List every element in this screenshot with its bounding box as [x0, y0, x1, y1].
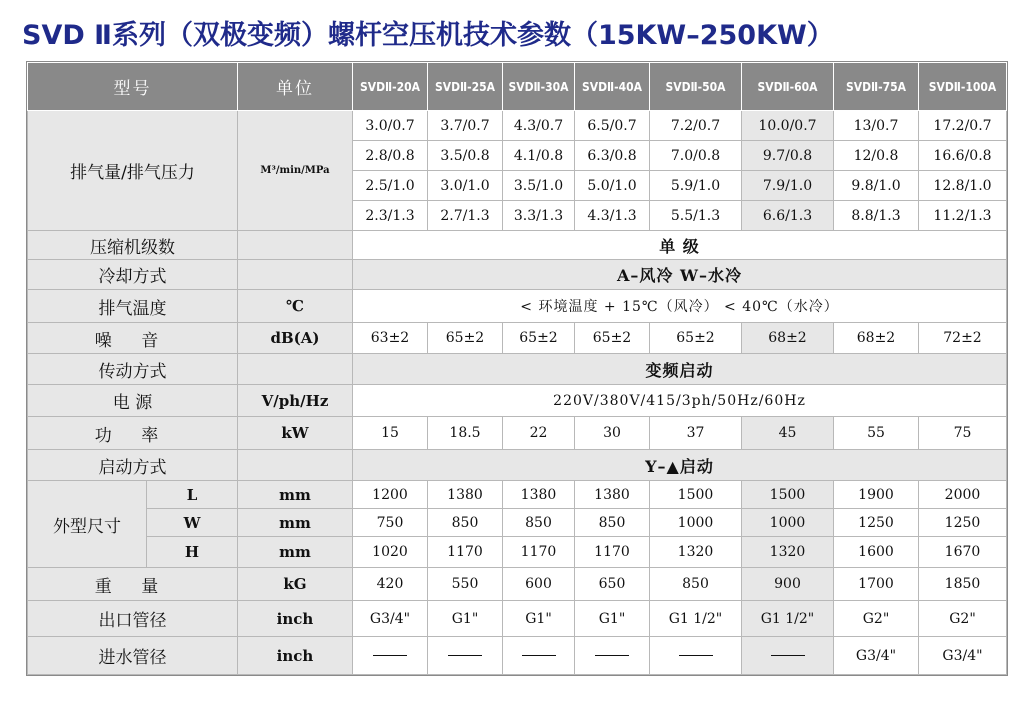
table-row	[28, 417, 1007, 450]
airflow-value: 4.3/0.7	[503, 111, 575, 141]
airflow-value: 5.9/1.0	[650, 171, 742, 201]
noise-value: 63±2	[353, 323, 428, 354]
water-inlet-value	[353, 637, 428, 675]
power-unit: kW	[238, 417, 353, 450]
weight-value: 900	[742, 568, 834, 601]
table-row	[28, 290, 1007, 323]
dims-value: 850	[428, 509, 503, 537]
airflow-value: 3.7/0.7	[428, 111, 503, 141]
dims-value: 1170	[575, 537, 650, 568]
dims-value: 1380	[428, 481, 503, 509]
table-row	[28, 231, 1007, 260]
temp-unit: ℃	[238, 290, 353, 323]
noise-unit: dB(A)	[238, 323, 353, 354]
cooling-value: A–风冷 W–水冷	[353, 260, 1007, 290]
weight-value: 850	[650, 568, 742, 601]
airflow-value: 7.2/0.7	[650, 111, 742, 141]
airflow-value: 12.8/1.0	[919, 171, 1007, 201]
airflow-value: 3.3/1.3	[503, 201, 575, 231]
noise-label: 噪 音	[28, 323, 238, 354]
dims-unit: mm	[238, 537, 353, 568]
dims-value: 1500	[742, 481, 834, 509]
empty-dash	[679, 655, 713, 656]
weight-value: 650	[575, 568, 650, 601]
airflow-value: 4.3/1.3	[575, 201, 650, 231]
table-row	[28, 260, 1007, 290]
table-row	[28, 601, 1007, 637]
spec-table	[27, 62, 1007, 675]
airflow-value: 6.3/0.8	[575, 141, 650, 171]
airflow-value: 3.5/1.0	[503, 171, 575, 201]
airflow-value: 3.0/0.7	[353, 111, 428, 141]
airflow-value: 3.5/0.8	[428, 141, 503, 171]
table-row	[28, 111, 1007, 141]
empty-dash	[373, 655, 407, 656]
start-value: Y–▲启动	[353, 450, 1007, 481]
stages-label: 压缩机级数	[28, 231, 238, 260]
outlet-value: G1 1/2"	[650, 601, 742, 637]
drive-value: 变频启动	[353, 354, 1007, 385]
power-value: 75	[919, 417, 1007, 450]
table-row	[28, 568, 1007, 601]
dims-value: 850	[575, 509, 650, 537]
header-model-2: SVDⅡ-30A	[503, 63, 575, 111]
outlet-label: 出口管径	[28, 601, 238, 637]
outlet-value: G2"	[919, 601, 1007, 637]
outlet-value: G1"	[575, 601, 650, 637]
dims-value: 1670	[919, 537, 1007, 568]
airflow-value: 2.5/1.0	[353, 171, 428, 201]
dims-unit: mm	[238, 481, 353, 509]
airflow-value: 8.8/1.3	[834, 201, 919, 231]
airflow-value: 3.0/1.0	[428, 171, 503, 201]
weight-value: 600	[503, 568, 575, 601]
temp-value: < 环境温度 + 15℃（风冷） < 40℃（水冷）	[353, 290, 1007, 323]
cooling-label: 冷却方式	[28, 260, 238, 290]
header-model-4: SVDⅡ-50A	[650, 63, 742, 111]
airflow-value: 2.7/1.3	[428, 201, 503, 231]
table-row	[28, 509, 1007, 537]
page-title: SVD Ⅱ系列（双极变频）螺杆空压机技术参数（15KW–250KW）	[22, 20, 834, 51]
weight-value: 550	[428, 568, 503, 601]
dims-value: 1000	[742, 509, 834, 537]
empty-dash	[595, 655, 629, 656]
airflow-value: 9.8/1.0	[834, 171, 919, 201]
weight-value: 1850	[919, 568, 1007, 601]
airflow-label: 排气量/排气压力	[28, 111, 238, 231]
power-value: 15	[353, 417, 428, 450]
dims-axis: H	[147, 537, 238, 568]
airflow-value: 12/0.8	[834, 141, 919, 171]
drive-unit	[238, 354, 353, 385]
drive-label: 传动方式	[28, 354, 238, 385]
header-model-6: SVDⅡ-75A	[834, 63, 919, 111]
dims-value: 1170	[503, 537, 575, 568]
airflow-value: 5.5/1.3	[650, 201, 742, 231]
dims-value: 1170	[428, 537, 503, 568]
noise-value: 68±2	[834, 323, 919, 354]
table-row	[28, 354, 1007, 385]
power_supply-unit: V/ph/Hz	[238, 385, 353, 417]
noise-value: 65±2	[650, 323, 742, 354]
dims-value: 750	[353, 509, 428, 537]
airflow-value: 11.2/1.3	[919, 201, 1007, 231]
power-value: 18.5	[428, 417, 503, 450]
airflow-value: 4.1/0.8	[503, 141, 575, 171]
airflow-value: 6.6/1.3	[742, 201, 834, 231]
header-model-1: SVDⅡ-25A	[428, 63, 503, 111]
water-inlet-unit: inch	[238, 637, 353, 675]
table-row	[28, 385, 1007, 417]
power-label: 功 率	[28, 417, 238, 450]
dims-label: 外型尺寸	[28, 481, 147, 568]
stages-value: 单 级	[353, 231, 1007, 260]
power-value: 30	[575, 417, 650, 450]
header-model-0: SVDⅡ-20A	[353, 63, 428, 111]
airflow-value: 2.3/1.3	[353, 201, 428, 231]
table-row	[28, 63, 1007, 111]
noise-value: 65±2	[575, 323, 650, 354]
airflow-value: 7.9/1.0	[742, 171, 834, 201]
power-value: 45	[742, 417, 834, 450]
header-model-7: SVDⅡ-100A	[919, 63, 1007, 111]
start-unit	[238, 450, 353, 481]
table-row	[28, 450, 1007, 481]
airflow-value: 17.2/0.7	[919, 111, 1007, 141]
stages-unit	[238, 231, 353, 260]
power_supply-value: 220V/380V/415/3ph/50Hz/60Hz	[353, 385, 1007, 417]
water-inlet-value	[742, 637, 834, 675]
outlet-value: G1 1/2"	[742, 601, 834, 637]
power-value: 55	[834, 417, 919, 450]
weight-label: 重 量	[28, 568, 238, 601]
table-row	[28, 637, 1007, 675]
table-row	[28, 323, 1007, 354]
outlet-value: G2"	[834, 601, 919, 637]
power-value: 37	[650, 417, 742, 450]
dims-value: 1020	[353, 537, 428, 568]
airflow-value: 2.8/0.8	[353, 141, 428, 171]
dims-unit: mm	[238, 509, 353, 537]
header-model-3: SVDⅡ-40A	[575, 63, 650, 111]
dims-value: 1000	[650, 509, 742, 537]
outlet-value: G1"	[503, 601, 575, 637]
table-row	[28, 537, 1007, 568]
power_supply-label: 电 源	[28, 385, 238, 417]
airflow-value: 16.6/0.8	[919, 141, 1007, 171]
outlet-unit: inch	[238, 601, 353, 637]
outlet-value: G3/4"	[353, 601, 428, 637]
airflow-value: 5.0/1.0	[575, 171, 650, 201]
dims-value: 850	[503, 509, 575, 537]
dims-value: 1250	[919, 509, 1007, 537]
dims-value: 1320	[742, 537, 834, 568]
empty-dash	[522, 655, 556, 656]
noise-value: 72±2	[919, 323, 1007, 354]
dims-value: 1250	[834, 509, 919, 537]
dims-value: 1500	[650, 481, 742, 509]
empty-dash	[771, 655, 805, 656]
weight-unit: kG	[238, 568, 353, 601]
start-label: 启动方式	[28, 450, 238, 481]
airflow-value: 10.0/0.7	[742, 111, 834, 141]
empty-dash	[448, 655, 482, 656]
noise-value: 65±2	[503, 323, 575, 354]
dims-value: 1380	[503, 481, 575, 509]
outlet-value: G1"	[428, 601, 503, 637]
dims-value: 1600	[834, 537, 919, 568]
dims-value: 1900	[834, 481, 919, 509]
dims-value: 1200	[353, 481, 428, 509]
water-inlet-value	[575, 637, 650, 675]
header-unit-label: 单位	[238, 63, 353, 111]
water-inlet-value: G3/4"	[834, 637, 919, 675]
weight-value: 1700	[834, 568, 919, 601]
dims-axis: L	[147, 481, 238, 509]
water-inlet-label: 进水管径	[28, 637, 238, 675]
header-model-5: SVDⅡ-60A	[742, 63, 834, 111]
water-inlet-value	[650, 637, 742, 675]
temp-label: 排气温度	[28, 290, 238, 323]
water-inlet-value	[503, 637, 575, 675]
table-row	[28, 481, 1007, 509]
dims-value: 2000	[919, 481, 1007, 509]
noise-value: 65±2	[428, 323, 503, 354]
airflow-unit: M³/min/MPa	[238, 111, 353, 231]
noise-value: 68±2	[742, 323, 834, 354]
header-model-label: 型号	[28, 63, 238, 111]
airflow-value: 9.7/0.8	[742, 141, 834, 171]
power-value: 22	[503, 417, 575, 450]
cooling-unit	[238, 260, 353, 290]
dims-value: 1380	[575, 481, 650, 509]
dims-value: 1320	[650, 537, 742, 568]
dims-axis: W	[147, 509, 238, 537]
weight-value: 420	[353, 568, 428, 601]
water-inlet-value	[428, 637, 503, 675]
airflow-value: 6.5/0.7	[575, 111, 650, 141]
water-inlet-value: G3/4"	[919, 637, 1007, 675]
airflow-value: 7.0/0.8	[650, 141, 742, 171]
airflow-value: 13/0.7	[834, 111, 919, 141]
